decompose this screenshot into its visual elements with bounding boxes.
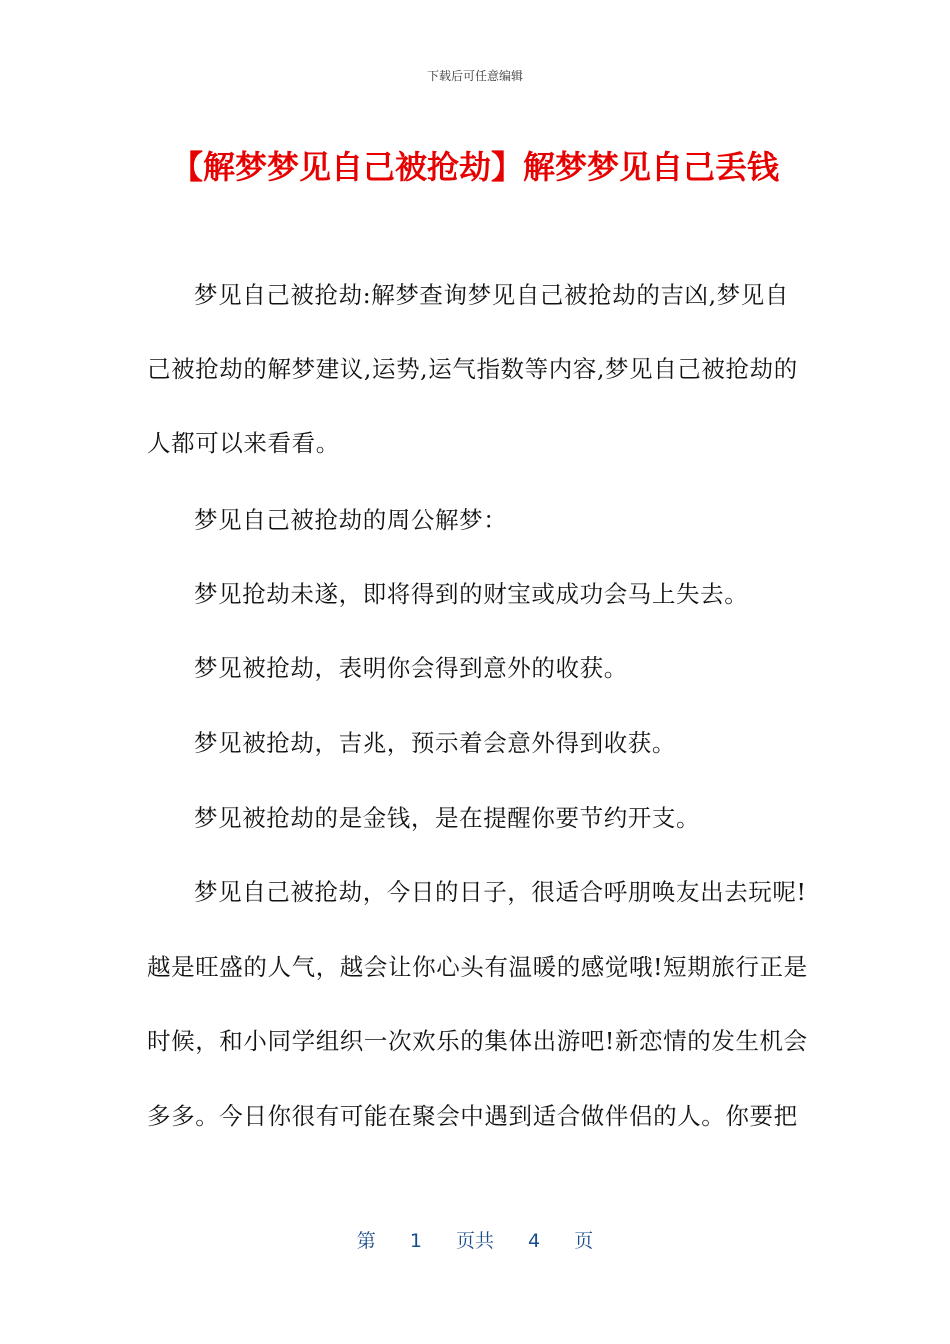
paragraph-line: 梦见被抢劫，吉兆，预示着会意外得到收获。 bbox=[194, 729, 676, 757]
header-note: 下载后可任意编辑 bbox=[426, 69, 523, 83]
footer-page-end: 页 bbox=[574, 1230, 594, 1252]
paragraph-line: 越是旺盛的人气，越会让你心头有温暖的感觉哦!短期旅行正是 bbox=[147, 953, 808, 981]
footer-page-current: 1 bbox=[409, 1230, 422, 1252]
paragraph-line: 梦见自己被抢劫，今日的日子，很适合呼朋唤友出去玩呢! bbox=[194, 878, 807, 906]
footer-page-mid: 页共 bbox=[455, 1230, 494, 1252]
footer-page-label: 第 bbox=[356, 1230, 376, 1252]
paragraph-line: 梦见被抢劫，表明你会得到意外的收获。 bbox=[194, 654, 628, 682]
page-footer bbox=[0, 1226, 950, 1253]
paragraph-line: 梦见被抢劫的是金钱，是在提醒你要节约开支。 bbox=[194, 804, 701, 832]
paragraph-line: 人都可以来看看。 bbox=[147, 429, 340, 457]
footer-page-total: 4 bbox=[528, 1230, 541, 1252]
paragraph-line: 梦见自己被抢劫的周公解梦： bbox=[194, 506, 508, 534]
document-title: 【解梦梦见自己被抢劫】解梦梦见自己丢钱 bbox=[170, 148, 779, 186]
paragraph-line: 己被抢劫的解梦建议,运势,运气指数等内容,梦见自己被抢劫的 bbox=[147, 355, 798, 383]
paragraph-line: 多多。今日你很有可能在聚会中遇到适合做伴侣的人。你要把 bbox=[147, 1102, 798, 1130]
paragraph-line: 梦见自己被抢劫:解梦查询梦见自己被抢劫的吉凶,梦见自 bbox=[194, 281, 789, 309]
paragraph-line: 时候，和小同学组织一次欢乐的集体出游吧!新恋情的发生机会 bbox=[147, 1027, 808, 1055]
paragraph-line: 梦见抢劫未遂，即将得到的财宝或成功会马上失去。 bbox=[194, 580, 749, 608]
